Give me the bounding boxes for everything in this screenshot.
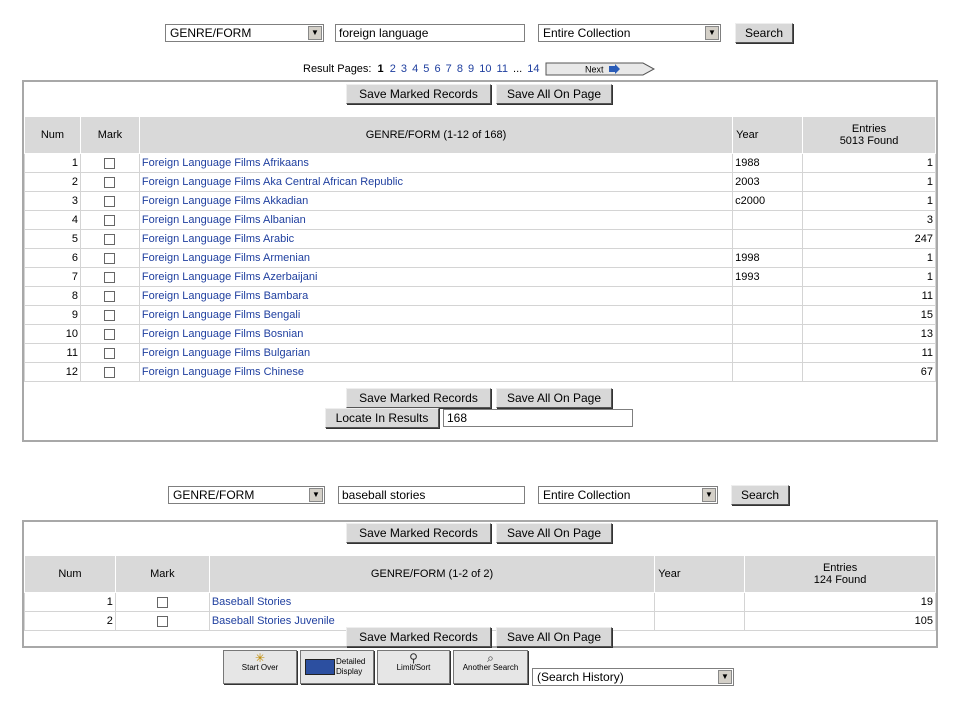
start-over-label: Start Over bbox=[241, 663, 279, 672]
save-all-button-bottom-2[interactable]: Save All On Page bbox=[496, 627, 612, 647]
limit-sort-label: Limit/Sort bbox=[396, 663, 431, 672]
next-label: Next bbox=[585, 64, 604, 75]
row-entries: 11 bbox=[803, 344, 936, 363]
detailed-line1: Detailed bbox=[336, 657, 366, 666]
page-link[interactable]: 3 bbox=[400, 63, 408, 75]
row-year bbox=[733, 230, 803, 249]
detailed-display-button[interactable] bbox=[300, 650, 374, 684]
row-num: 12 bbox=[25, 363, 81, 382]
mark-checkbox[interactable] bbox=[104, 215, 115, 226]
row-title-cell bbox=[139, 192, 732, 211]
row-num: 3 bbox=[25, 192, 81, 211]
row-num: 1 bbox=[25, 154, 81, 173]
search-history-value: (Search History) bbox=[537, 670, 624, 684]
save-marked-button-bottom-2[interactable]: Save Marked Records bbox=[346, 627, 491, 647]
row-title-cell bbox=[139, 325, 732, 344]
row-year: 1998 bbox=[733, 249, 803, 268]
col-year: Year bbox=[733, 117, 803, 154]
row-num: 6 bbox=[25, 249, 81, 268]
save-marked-button-bottom-1[interactable]: Save Marked Records bbox=[346, 388, 491, 408]
record-link[interactable]: Foreign Language Films Aka Central African Republic bbox=[141, 176, 403, 188]
record-link[interactable]: Foreign Language Films Bambara bbox=[141, 290, 309, 302]
table-header bbox=[25, 556, 936, 593]
mark-checkbox-cell bbox=[80, 230, 139, 249]
record-link[interactable]: Foreign Language Films Bulgarian bbox=[141, 347, 311, 359]
row-num: 10 bbox=[25, 325, 81, 344]
record-link[interactable]: Foreign Language Films Azerbaijani bbox=[141, 271, 318, 283]
table-header bbox=[25, 117, 936, 154]
record-link[interactable]: Foreign Language Films Afrikaans bbox=[141, 157, 309, 169]
col-mark: Mark bbox=[80, 117, 139, 154]
mark-checkbox-cell bbox=[80, 249, 139, 268]
row-year: 1988 bbox=[733, 154, 803, 173]
mark-checkbox-cell bbox=[80, 344, 139, 363]
page-link[interactable]: 8 bbox=[456, 63, 463, 75]
save-marked-button-top-2[interactable]: Save Marked Records bbox=[346, 523, 491, 543]
table-row bbox=[25, 192, 936, 211]
magnifier-icon: ⌕ bbox=[487, 651, 494, 665]
table-row bbox=[25, 249, 936, 268]
table-row bbox=[25, 344, 936, 363]
mark-checkbox-cell bbox=[80, 211, 139, 230]
page-link[interactable]: 14 bbox=[527, 63, 540, 75]
row-entries: 3 bbox=[803, 211, 936, 230]
table-row bbox=[25, 325, 936, 344]
chevron-down-icon: ▼ bbox=[308, 26, 322, 40]
row-num: 1 bbox=[25, 593, 116, 612]
row-year: 1993 bbox=[733, 268, 803, 287]
row-year bbox=[655, 612, 745, 631]
detailed-line2: Display bbox=[336, 667, 363, 676]
field-select-2-value: GENRE/FORM bbox=[173, 488, 255, 502]
mark-checkbox[interactable] bbox=[104, 310, 115, 321]
pagination bbox=[303, 63, 542, 75]
scope-select-1[interactable] bbox=[538, 24, 721, 42]
row-year: c2000 bbox=[733, 192, 803, 211]
mark-checkbox[interactable] bbox=[104, 196, 115, 207]
row-entries: 1 bbox=[803, 249, 936, 268]
row-num: 11 bbox=[25, 344, 81, 363]
page-link[interactable]: 10 bbox=[479, 63, 492, 75]
row-entries: 11 bbox=[803, 287, 936, 306]
record-link[interactable]: Foreign Language Films Chinese bbox=[141, 366, 304, 378]
sparkle-icon: ✳ bbox=[254, 651, 266, 665]
col-genre: GENRE/FORM (1-2 of 2) bbox=[209, 556, 654, 593]
mark-checkbox[interactable] bbox=[104, 177, 115, 188]
row-title-cell bbox=[139, 268, 732, 287]
row-entries: 105 bbox=[745, 612, 936, 631]
mark-checkbox-cell bbox=[80, 192, 139, 211]
record-link[interactable]: Foreign Language Films Bengali bbox=[141, 309, 301, 321]
row-entries: 1 bbox=[803, 192, 936, 211]
another-search-label: Another Search bbox=[462, 663, 519, 672]
page-link[interactable]: 4 bbox=[412, 63, 419, 75]
another-search-button[interactable] bbox=[453, 650, 528, 684]
mark-checkbox-cell bbox=[80, 287, 139, 306]
mark-checkbox[interactable] bbox=[104, 253, 115, 264]
row-entries: 19 bbox=[745, 593, 936, 612]
chevron-down-icon: ▼ bbox=[702, 488, 716, 502]
row-year bbox=[733, 344, 803, 363]
record-link[interactable]: Baseball Stories bbox=[211, 596, 292, 608]
search-input-1[interactable]: foreign language bbox=[335, 24, 525, 42]
row-title-cell bbox=[139, 173, 732, 192]
save-all-button-bottom-1[interactable]: Save All On Page bbox=[496, 388, 612, 408]
mark-checkbox-cell bbox=[80, 325, 139, 344]
record-link[interactable]: Foreign Language Films Albanian bbox=[141, 214, 306, 226]
limit-sort-icon: ⚲ bbox=[409, 651, 418, 665]
locate-input[interactable]: 168 bbox=[443, 409, 633, 427]
scope-select-2[interactable] bbox=[538, 486, 718, 504]
locate-in-results-button[interactable]: Locate In Results bbox=[325, 408, 439, 428]
record-link[interactable]: Foreign Language Films Armenian bbox=[141, 252, 311, 264]
next-button[interactable] bbox=[545, 62, 655, 76]
col-num: Num bbox=[25, 117, 81, 154]
mark-checkbox-cell bbox=[80, 268, 139, 287]
entries-found: 5013 Found bbox=[839, 135, 899, 147]
pagination-label: Result Pages: bbox=[303, 63, 372, 75]
row-entries: 1 bbox=[803, 154, 936, 173]
mark-checkbox-cell bbox=[80, 306, 139, 325]
row-title-cell bbox=[139, 230, 732, 249]
entries-label: Entries bbox=[851, 123, 887, 135]
search-history-select[interactable] bbox=[532, 668, 734, 686]
field-select-2[interactable] bbox=[168, 486, 325, 504]
row-year bbox=[733, 325, 803, 344]
row-year bbox=[655, 593, 745, 612]
row-year bbox=[733, 287, 803, 306]
mark-checkbox-cell bbox=[80, 173, 139, 192]
row-year: 2003 bbox=[733, 173, 803, 192]
row-num: 7 bbox=[25, 268, 81, 287]
list-icon bbox=[305, 659, 335, 675]
record-link[interactable]: Foreign Language Films Akkadian bbox=[141, 195, 309, 207]
mark-checkbox-cell bbox=[80, 363, 139, 382]
chevron-down-icon: ▼ bbox=[309, 488, 323, 502]
pagination-ellipsis: ... bbox=[513, 63, 523, 75]
col-year: Year bbox=[655, 556, 745, 593]
results-table-1 bbox=[24, 116, 936, 382]
mark-checkbox-cell bbox=[80, 154, 139, 173]
entries-found: 124 Found bbox=[813, 574, 867, 586]
row-title-cell bbox=[209, 593, 654, 612]
mark-checkbox[interactable] bbox=[157, 597, 168, 608]
row-title-cell bbox=[139, 249, 732, 268]
row-num: 2 bbox=[25, 173, 81, 192]
row-num: 9 bbox=[25, 306, 81, 325]
row-title-cell bbox=[139, 154, 732, 173]
row-year bbox=[733, 306, 803, 325]
table-row bbox=[25, 363, 936, 382]
col-entries bbox=[745, 556, 936, 593]
mark-checkbox[interactable] bbox=[104, 234, 115, 245]
record-link[interactable]: Baseball Stories Juvenile bbox=[211, 615, 335, 627]
mark-checkbox[interactable] bbox=[157, 616, 168, 627]
search-input-2[interactable]: baseball stories bbox=[338, 486, 525, 504]
row-title-cell bbox=[139, 344, 732, 363]
row-entries: 67 bbox=[803, 363, 936, 382]
table-row bbox=[25, 154, 936, 173]
scope-select-1-value: Entire Collection bbox=[543, 26, 631, 40]
page-link[interactable]: 9 bbox=[468, 63, 475, 75]
row-title-cell bbox=[139, 211, 732, 230]
col-mark: Mark bbox=[115, 556, 209, 593]
row-title-cell bbox=[139, 306, 732, 325]
col-genre: GENRE/FORM (1-12 of 168) bbox=[139, 117, 732, 154]
pagination-current: 1 bbox=[377, 63, 384, 75]
col-num: Num bbox=[25, 556, 116, 593]
page-link[interactable]: 2 bbox=[389, 63, 396, 75]
row-num: 4 bbox=[25, 211, 81, 230]
row-entries: 1 bbox=[803, 268, 936, 287]
start-over-button[interactable] bbox=[223, 650, 297, 684]
detailed-display-label bbox=[336, 657, 365, 677]
row-num: 2 bbox=[25, 612, 116, 631]
row-num: 5 bbox=[25, 230, 81, 249]
row-num: 8 bbox=[25, 287, 81, 306]
search-button-1[interactable]: Search bbox=[735, 23, 793, 43]
save-all-button-top-2[interactable]: Save All On Page bbox=[496, 523, 612, 543]
row-entries: 247 bbox=[803, 230, 936, 249]
chevron-down-icon: ▼ bbox=[718, 670, 732, 684]
row-year bbox=[733, 363, 803, 382]
field-select-1-value: GENRE/FORM bbox=[170, 26, 252, 40]
mark-checkbox[interactable] bbox=[104, 272, 115, 283]
table-row bbox=[25, 306, 936, 325]
scope-select-2-value: Entire Collection bbox=[543, 488, 631, 502]
search-button-2[interactable]: Search bbox=[731, 485, 789, 505]
record-link[interactable]: Foreign Language Films Arabic bbox=[141, 233, 295, 245]
row-year bbox=[733, 211, 803, 230]
limit-sort-button[interactable] bbox=[377, 650, 450, 684]
mark-checkbox[interactable] bbox=[104, 348, 115, 359]
mark-checkbox-cell bbox=[115, 612, 209, 631]
col-entries bbox=[803, 117, 936, 154]
page-link[interactable]: 5 bbox=[423, 63, 430, 75]
field-select-1[interactable] bbox=[165, 24, 324, 42]
page-link[interactable]: 6 bbox=[434, 63, 441, 75]
row-title-cell bbox=[139, 363, 732, 382]
row-entries: 1 bbox=[803, 173, 936, 192]
table-row bbox=[25, 211, 936, 230]
table-row bbox=[25, 230, 936, 249]
mark-checkbox[interactable] bbox=[104, 329, 115, 340]
row-entries: 15 bbox=[803, 306, 936, 325]
table-row bbox=[25, 593, 936, 612]
mark-checkbox[interactable] bbox=[104, 291, 115, 302]
mark-checkbox[interactable] bbox=[104, 367, 115, 378]
mark-checkbox[interactable] bbox=[104, 158, 115, 169]
page-link[interactable]: 7 bbox=[445, 63, 452, 75]
record-link[interactable]: Foreign Language Films Bosnian bbox=[141, 328, 304, 340]
save-marked-button-top-1[interactable]: Save Marked Records bbox=[346, 84, 491, 104]
table-row bbox=[25, 173, 936, 192]
table-row bbox=[25, 268, 936, 287]
entries-label: Entries bbox=[822, 562, 858, 574]
row-title-cell bbox=[139, 287, 732, 306]
chevron-down-icon: ▼ bbox=[705, 26, 719, 40]
table-row bbox=[25, 287, 936, 306]
page-link[interactable]: 11 bbox=[496, 63, 508, 75]
row-entries: 13 bbox=[803, 325, 936, 344]
mark-checkbox-cell bbox=[115, 593, 209, 612]
results-table-2 bbox=[24, 555, 936, 631]
save-all-button-top-1[interactable]: Save All On Page bbox=[496, 84, 612, 104]
